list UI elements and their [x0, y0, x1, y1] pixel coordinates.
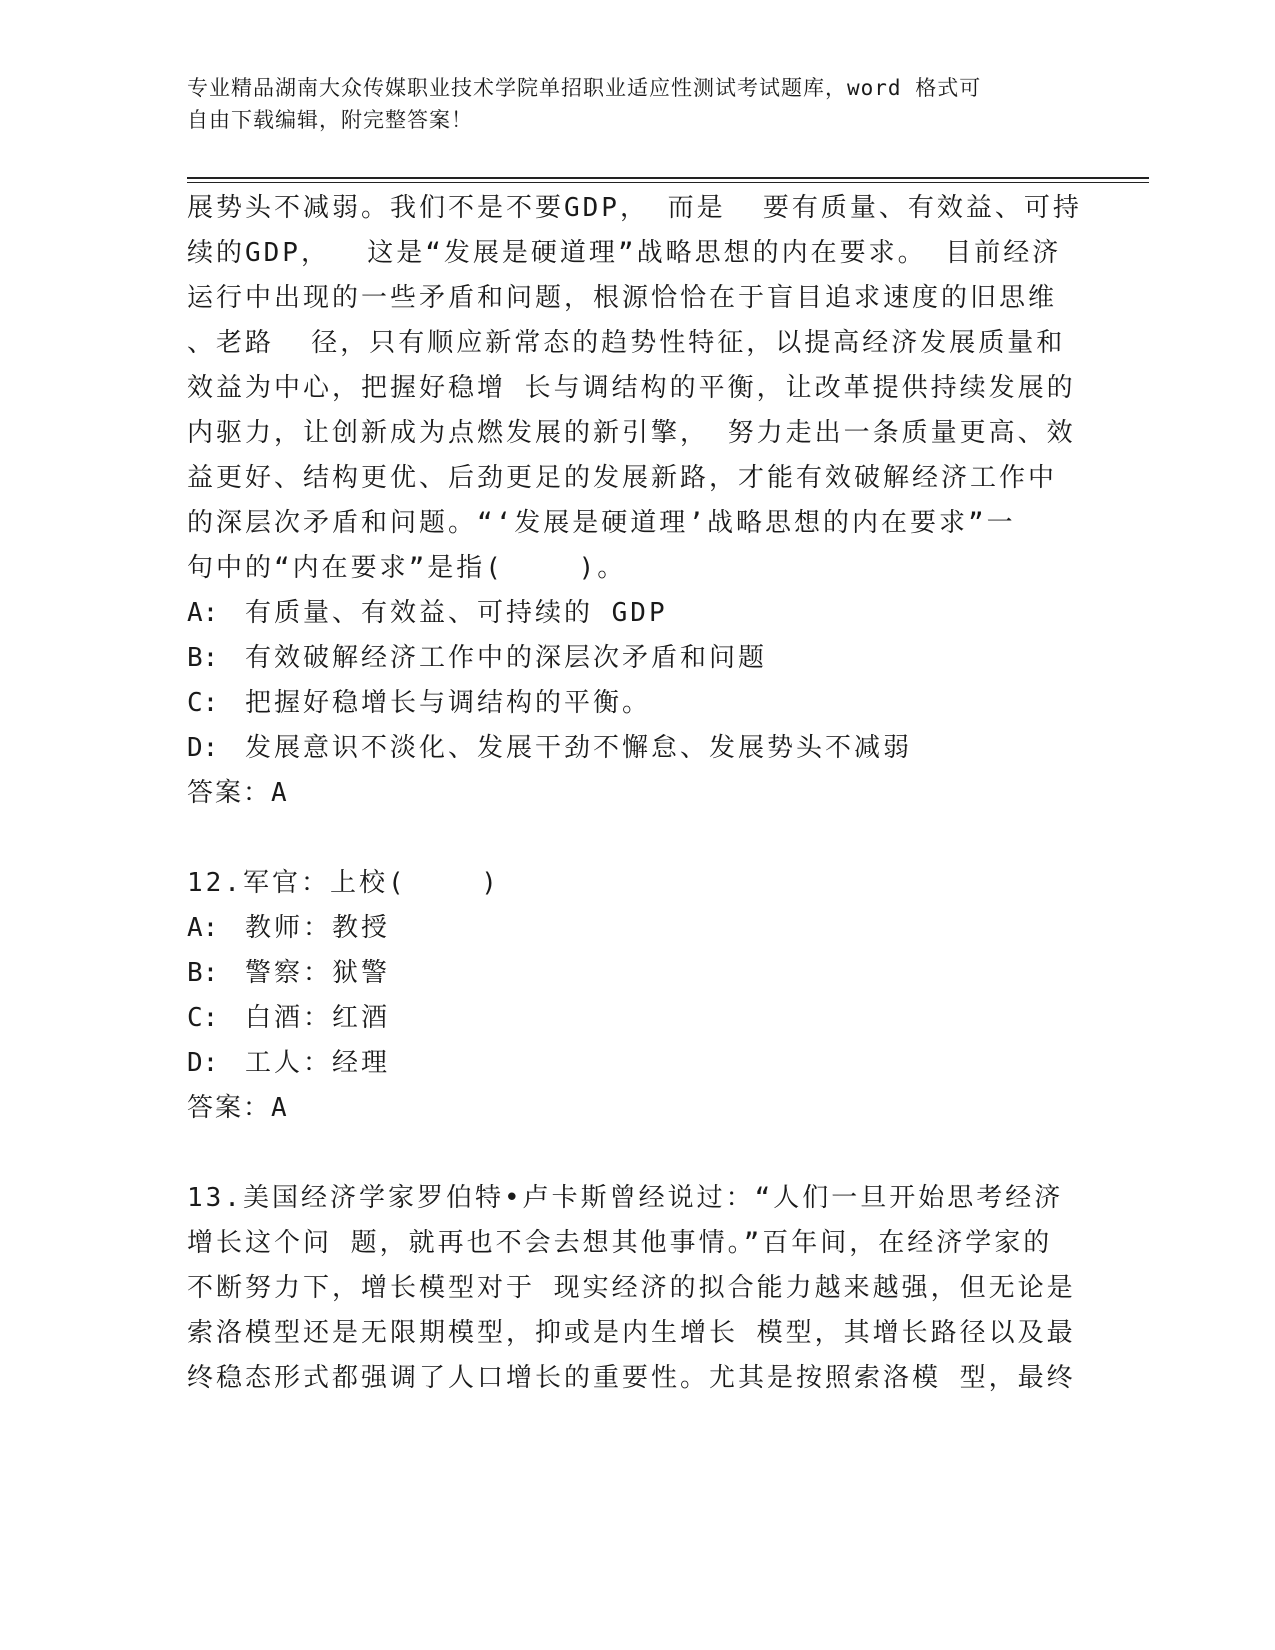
question-13-text-line: 索洛模型还是无限期模型，抑或是内生增长 模型，其增长路径以及最: [187, 1318, 1076, 1348]
spacer: [187, 1131, 1087, 1176]
header-line-1: 专业精品湖南大众传媒职业技术学院单招职业适应性测试考试题库，word 格式可: [187, 76, 982, 100]
option-text: 发展意识不淡化、发展干劲不懈怠、发展势头不减弱: [245, 733, 913, 763]
question-12-option-a: [187, 906, 1087, 951]
header-divider-thin: [187, 182, 1149, 183]
question-11-text-line: 的深层次矛盾和问题。“‘发展是硬道理’战略思想的内在要求”一: [187, 508, 1016, 538]
question-11-text-line: 续的GDP， 这是“发展是硬道理”战略思想的内在要求。 目前经济: [187, 238, 1062, 268]
question-12-answer: 答案：A: [187, 1093, 289, 1123]
option-text: 把握好稳增长与调结构的平衡。: [245, 688, 652, 718]
question-11-text-line: 运行中出现的一些矛盾和问题，根源恰恰在于盲目追求速度的旧思维: [187, 283, 1058, 313]
question-13-text-line: 13.美国经济学家罗伯特•卢卡斯曾经说过：“人们一旦开始思考经济: [187, 1183, 1064, 1213]
question-13: [187, 1176, 1087, 1401]
option-letter: A:: [187, 598, 219, 628]
option-text: 工人：经理: [245, 1048, 391, 1078]
question-12: [187, 861, 1087, 1131]
question-11-option-b: [187, 636, 1087, 681]
question-12-stem: 12.军官：上校( ): [187, 868, 500, 898]
document-body: [187, 186, 1087, 1401]
question-11-answer: 答案：A: [187, 778, 289, 808]
question-11-text-line: 句中的“内在要求”是指( )。: [187, 553, 627, 583]
question-11-text-line: 、老路 径，只有顺应新常态的趋势性特征，以提高经济发展质量和: [187, 328, 1066, 358]
question-11-option-a: [187, 591, 1087, 636]
question-13-text-line: 不断努力下，增长模型对于 现实经济的拟合能力越来越强，但无论是: [187, 1273, 1076, 1303]
question-11-text-line: 展势头不减弱。我们不是不要GDP， 而是 要有质量、有效益、可持: [187, 193, 1082, 223]
option-letter: D:: [187, 733, 219, 763]
question-13-text-line: 终稳态形式都强调了人口增长的重要性。尤其是按照索洛模 型，最终: [187, 1363, 1076, 1393]
question-11-text-line: 效益为中心，把握好稳增 长与调结构的平衡，让改革提供持续发展的: [187, 373, 1076, 403]
question-11-option-c: [187, 681, 1087, 726]
question-12-option-b: [187, 951, 1087, 996]
option-letter: A:: [187, 913, 219, 943]
question-11-text-line: 内驱力，让创新成为点燃发展的新引擎， 努力走出一条质量更高、效: [187, 418, 1076, 448]
question-12-option-d: [187, 1041, 1087, 1086]
option-letter: B:: [187, 958, 219, 988]
option-letter: D:: [187, 1048, 219, 1078]
option-text: 有质量、有效益、可持续的 GDP: [245, 598, 668, 628]
page-header: [187, 72, 1067, 136]
question-11-text-line: 益更好、结构更优、后劲更足的发展新路，才能有效破解经济工作中: [187, 463, 1058, 493]
header-line-2: 自由下载编辑，附完整答案！: [187, 108, 473, 132]
option-text: 教师：教授: [245, 913, 391, 943]
question-11: [187, 186, 1087, 816]
header-divider-thick: [187, 177, 1149, 179]
question-12-option-c: [187, 996, 1087, 1041]
option-letter: B:: [187, 643, 219, 673]
option-text: 警察：狱警: [245, 958, 391, 988]
option-letter: C:: [187, 1003, 219, 1033]
question-13-text-line: 增长这个问 题，就再也不会去想其他事情。”百年间，在经济学家的: [187, 1228, 1053, 1258]
spacer: [187, 816, 1087, 861]
option-text: 白酒：红酒: [245, 1003, 391, 1033]
question-11-option-d: [187, 726, 1087, 771]
option-letter: C:: [187, 688, 219, 718]
option-text: 有效破解经济工作中的深层次矛盾和问题: [245, 643, 768, 673]
